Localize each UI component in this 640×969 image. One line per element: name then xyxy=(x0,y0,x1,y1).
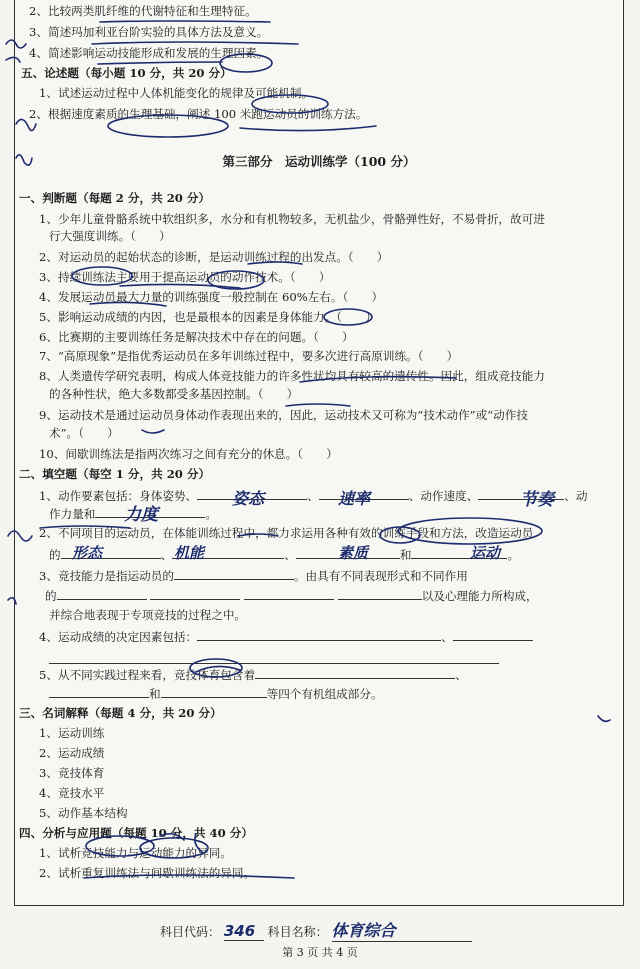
fill-q2-line1: 2、不同项目的运动员，在体能训练过程中，都力求运用各种有效的训练手段和方法，改造运动员 xyxy=(39,526,534,540)
fill-heading: 二、填空题（每空 1 分，共 20 分） xyxy=(19,467,211,481)
judge-heading: 一、判断题（每题 2 分，共 20 分） xyxy=(19,191,211,205)
item-line: 4、简述影响运动技能形成和发展的生理因素。 xyxy=(29,46,269,60)
judge-item: 9、运动技术是通过运动员身体动作表现出来的，因此，运动技术又可称为“技术动作”或“动作技 xyxy=(39,408,528,422)
handwritten-answer: 速率 xyxy=(338,489,371,508)
judge-item: 行大强度训练。（ ） xyxy=(49,229,171,243)
term-item: 1、运动训练 xyxy=(39,726,105,740)
fill-q4-line2 xyxy=(49,652,499,668)
handwritten-answer: 机能 xyxy=(174,544,205,562)
handwritten-answer: 素质 xyxy=(338,544,369,562)
fill-q4: 4、运动成绩的决定因素包括： 、 xyxy=(39,629,533,645)
essay-item: 2、根据速度素质的生理基础，阐述 100 米跑运动员的训练方法。 xyxy=(29,107,368,121)
judge-item: 4、发展运动员最大力量的训练强度一般控制在 60%左右。（ ） xyxy=(39,290,384,304)
subject-name: 体育综合 xyxy=(332,918,472,942)
term-item: 2、运动成绩 xyxy=(39,746,105,760)
item-line: 3、简述玛加利亚台阶实验的具体方法及意义。 xyxy=(29,25,269,39)
subject-info: 科目代码： 346 科目名称： 体育综合 xyxy=(160,918,472,942)
essay-heading: 五、论述题（每小题 10 分，共 20 分） xyxy=(21,66,232,80)
fill-q3-line3: 并综合地表现于专项竞技的过程之中。 xyxy=(49,608,247,622)
fill-q5-line2: 和 等四个有机组成部分。 xyxy=(49,686,383,702)
exam-page xyxy=(14,0,624,906)
page-number: 第 3 页 共 4 页 xyxy=(282,946,358,959)
part-title: 第三部分 运动训练学（100 分） xyxy=(222,154,416,169)
judge-item: 的各种性状，绝大多数都受多基因控制。（ ） xyxy=(49,387,299,401)
judge-item: 术”。（ ） xyxy=(49,426,119,440)
handwritten-answer: 姿态 xyxy=(232,489,265,508)
fill-q1-line2: 作力量和 。 xyxy=(49,507,217,521)
term-item: 4、竞技水平 xyxy=(39,786,105,800)
judge-item: 6、比赛期的主要训练任务是解决技术中存在的问题。（ ） xyxy=(39,330,354,344)
subject-code: 346 xyxy=(224,922,264,941)
judge-item: 2、对运动员的起始状态的诊断，是运动训练过程的出发点。（ ） xyxy=(39,250,389,264)
analysis-heading: 四、分析与应用题（每题 10 分，共 40 分） xyxy=(19,826,253,840)
fill-q3-line2: 的 以及心理能力所构成， xyxy=(45,589,538,603)
term-item: 3、竞技体育 xyxy=(39,766,105,780)
fill-q2-line2: 的 、 、 和 。 xyxy=(49,548,520,562)
judge-item: 8、人类遗传学研究表明，构成人体竞技能力的许多性状均具有较高的遗传性。因此，组成竞技能力 xyxy=(39,369,545,383)
judge-item: 5、影响运动成绩的内因，也是最根本的因素是身体能力。（ ） xyxy=(39,310,377,324)
judge-item: 1、少年儿童骨骼系统中软组织多，水分和有机物较多，无机盐少，骨骼弹性好，不易骨折，故可进 xyxy=(39,212,545,226)
handwritten-answer: 节奏 xyxy=(520,490,554,510)
judge-item: 10、间歇训练法是指两次练习之间有充分的休息。（ ） xyxy=(39,447,338,461)
judge-item: 7、“高原现象”是指优秀运动员在多年训练过程中，要多次进行高原训练。（ ） xyxy=(39,349,459,363)
judge-item: 3、持续训练法主要用于提高运动员的动作技术。（ ） xyxy=(39,270,331,284)
terms-heading: 三、名词解释（每题 4 分，共 20 分） xyxy=(19,706,222,720)
term-item: 5、动作基本结构 xyxy=(39,806,128,820)
fill-q3-line1: 3、竞技能力是指运动员的 。由具有不同表现形式和不同作用 xyxy=(39,569,468,583)
essay-item: 1、试述运动过程中人体机能变化的规律及可能机制。 xyxy=(39,86,314,100)
handwritten-answer: 运动 xyxy=(470,544,501,562)
analysis-item: 2、试析重复训练法与间歇训练法的异同。 xyxy=(39,866,256,880)
handwritten-answer: 力度 xyxy=(124,505,158,525)
fill-q1-line1: 1、动作要素包括：身体姿势、 、 、动作速度、 、动 xyxy=(39,489,588,503)
item-line: 2、比较两类肌纤维的代谢特征和生理特征。 xyxy=(29,4,257,18)
handwritten-answer: 形态 xyxy=(72,544,103,562)
analysis-item: 1、试析竞技能力与运动能力的异同。 xyxy=(39,846,232,860)
fill-q5-line1: 5、从不同实践过程来看，竞技体育包含着 、 xyxy=(39,668,467,682)
